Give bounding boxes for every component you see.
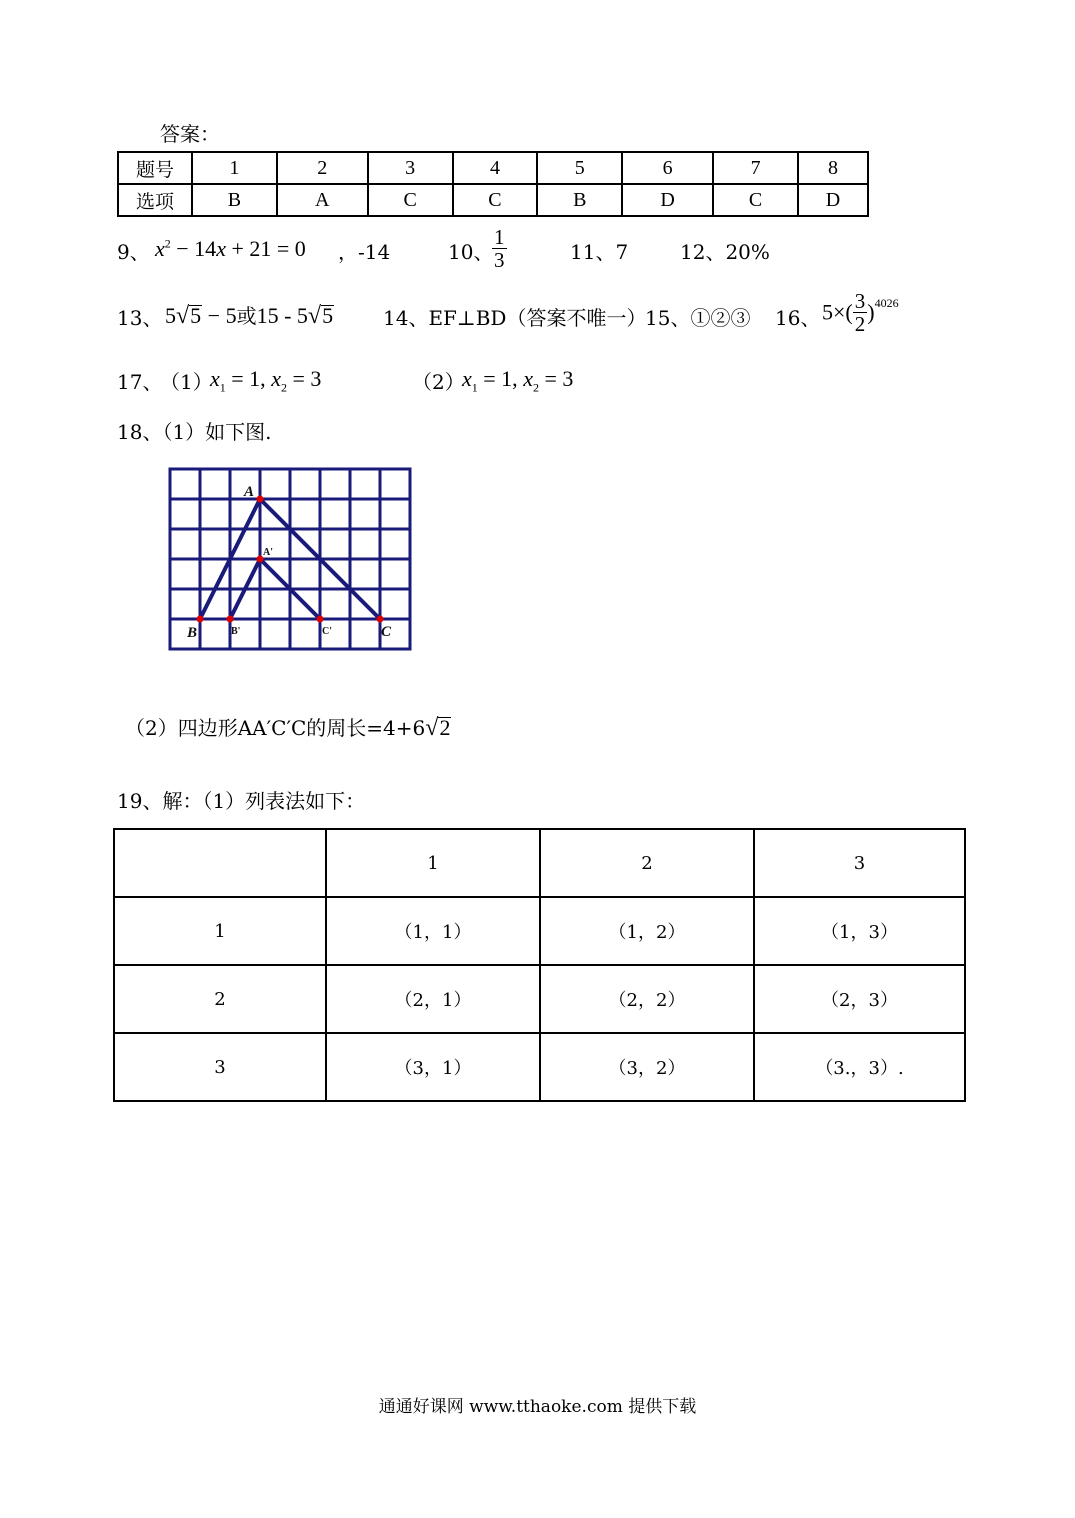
q17-part1-label: （1） bbox=[160, 370, 213, 394]
table-row bbox=[114, 897, 965, 965]
q9-answer: -14 bbox=[358, 240, 391, 264]
table-cell: C bbox=[713, 184, 798, 216]
q10-number: 10、 bbox=[448, 240, 494, 264]
table-header-cell: 1 bbox=[326, 829, 540, 897]
triangle-grid-figure bbox=[166, 465, 414, 655]
q16-number: 16、 bbox=[775, 306, 821, 330]
table-cell: 1 bbox=[192, 152, 277, 184]
q18-intro: 18、（1）如下图. bbox=[117, 420, 272, 444]
table-header-cell: 2 bbox=[540, 829, 754, 897]
table-cell: A bbox=[277, 184, 368, 216]
table-cell: D bbox=[798, 184, 868, 216]
label-A: A bbox=[244, 484, 255, 500]
q17-part2-answer: $x_1 = 1$, $x_2 = 3$ bbox=[462, 366, 574, 395]
q16-denominator: 2 bbox=[854, 312, 866, 336]
q10-numerator: 1 bbox=[494, 225, 505, 249]
table-cell: C bbox=[368, 184, 453, 216]
table-cell: 1 bbox=[114, 897, 326, 965]
answer-label: 答案： bbox=[160, 122, 220, 146]
label-C: C bbox=[381, 624, 392, 640]
q16-times: × bbox=[833, 299, 846, 325]
q18-radicand: 2 bbox=[439, 715, 451, 740]
table-cell: 3 bbox=[368, 152, 453, 184]
table-header-cell: 选项 bbox=[118, 184, 192, 216]
outcome-table bbox=[113, 828, 966, 1102]
q18-part2-text: （2）四边形AA′C′C的周长=4+6 bbox=[125, 716, 426, 740]
label-B-prime: B' bbox=[231, 626, 241, 637]
label-C-prime: C' bbox=[322, 626, 332, 637]
answer-table bbox=[117, 151, 869, 217]
grid-lines bbox=[170, 469, 410, 649]
table-cell: （1，2） bbox=[540, 897, 754, 965]
q12-answer: 12、20% bbox=[680, 240, 770, 264]
table-cell: 7 bbox=[713, 152, 798, 184]
q18-part2: （2）四边形AA′C′C的周长=4+6√2 bbox=[125, 715, 451, 741]
q11-answer: 11、7 bbox=[570, 240, 629, 264]
table-cell: B bbox=[192, 184, 277, 216]
label-A-prime: A' bbox=[263, 547, 273, 558]
table-header-cell bbox=[114, 829, 326, 897]
table-header-cell: 3 bbox=[754, 829, 965, 897]
table-cell: （1，3） bbox=[754, 897, 965, 965]
table-cell: 6 bbox=[622, 152, 713, 184]
table-cell: 3 bbox=[114, 1033, 326, 1101]
table-header-cell: 题号 bbox=[118, 152, 192, 184]
q16-exponent: 4026 bbox=[874, 296, 899, 310]
q16-fraction bbox=[853, 290, 868, 335]
q10-denominator: 3 bbox=[494, 248, 505, 272]
table-cell: 4 bbox=[453, 152, 538, 184]
table-cell: （2，1） bbox=[326, 965, 540, 1033]
table-cell: C bbox=[453, 184, 538, 216]
q19-intro: 19、解：（1）列表法如下： bbox=[117, 789, 366, 813]
table-row bbox=[114, 829, 965, 897]
table-cell: 2 bbox=[277, 152, 368, 184]
table-cell: 2 bbox=[114, 965, 326, 1033]
q9-separator: ， bbox=[338, 240, 358, 264]
table-cell: B bbox=[537, 184, 622, 216]
table-cell: （3.，3）. bbox=[754, 1033, 965, 1101]
q16-expression: 5×( $\frac{3}{2}$ )$^{4026}$ bbox=[822, 289, 899, 336]
q10-fraction bbox=[492, 226, 507, 271]
table-row bbox=[118, 152, 868, 184]
table-row bbox=[118, 184, 868, 216]
page-footer[interactable]: 通通好课网 www.tthaoke.com 提供下载 bbox=[378, 1397, 697, 1417]
label-B: B bbox=[187, 625, 198, 641]
q13-number: 13、 bbox=[117, 306, 163, 330]
q13-or: 或 bbox=[236, 304, 257, 328]
table-cell: 8 bbox=[798, 152, 868, 184]
q17-number: 17、 bbox=[117, 370, 163, 394]
q15-answer: 15、①②③ bbox=[645, 306, 751, 330]
table-row bbox=[114, 965, 965, 1033]
q13-expression: 5√5 − 5或15 - 5√5 bbox=[165, 303, 334, 329]
q17-part1-answer: $x_1 = 1$, $x_2 = 3$ bbox=[210, 366, 322, 395]
table-cell: D bbox=[622, 184, 713, 216]
table-cell: （3，1） bbox=[326, 1033, 540, 1101]
table-cell: （3，2） bbox=[540, 1033, 754, 1101]
q14-answer: 14、EF⊥BD（答案不唯一） bbox=[383, 306, 647, 330]
table-cell: （2，3） bbox=[754, 965, 965, 1033]
table-row bbox=[114, 1033, 965, 1101]
q16-numerator: 3 bbox=[854, 289, 866, 313]
q17-part2-label: （2） bbox=[412, 370, 465, 394]
q9-number: 9、 bbox=[117, 240, 150, 264]
table-cell: （2，2） bbox=[540, 965, 754, 1033]
q9-equation: $x^2 - 14x + 21 = 0$ bbox=[155, 236, 306, 261]
table-cell: （1，1） bbox=[326, 897, 540, 965]
q16-base: 5 bbox=[822, 299, 833, 325]
table-cell: 5 bbox=[537, 152, 622, 184]
